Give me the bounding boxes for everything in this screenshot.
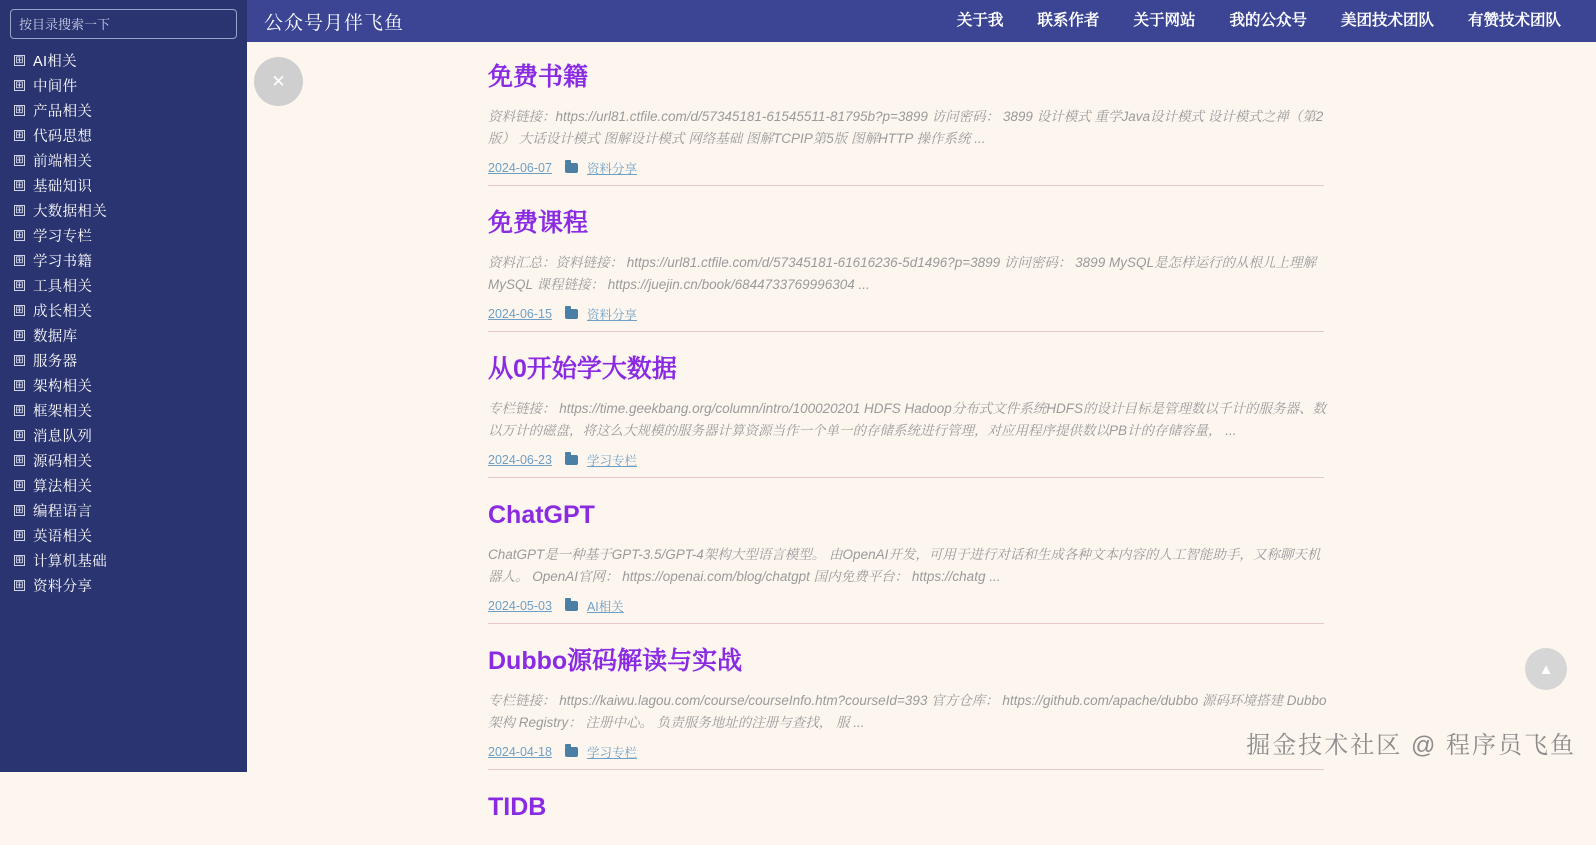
folder-icon [565,747,578,757]
sidebar-item-9[interactable] [14,273,247,298]
post-item [488,646,1328,770]
sidebar-item-17[interactable] [14,473,247,498]
back-to-top-icon[interactable]: ▲ [1525,648,1567,690]
nav-link-4[interactable]: 美团技术团队 [1340,12,1434,29]
sidebar-item-label: 框架相关 [33,404,93,420]
nav-menu [940,0,1596,42]
main-content [247,42,1596,821]
expand-icon[interactable]: ⊞ [15,205,24,216]
sidebar-item-5[interactable] [14,173,247,198]
post-summary: 资料汇总：资料链接： https://url81.ctfile.com/d/57345181-61616236-5d1496?p=3899 访问密码： 3899 MySQL是怎样运行的从根儿上理解MySQL 课程链接： https://juejin.cn/book/6844733769996304 ... [488,255,1316,293]
expand-icon[interactable]: ⊞ [15,130,24,141]
sidebar-item-label: 学习专栏 [33,229,93,245]
post-title-link[interactable]: 从0开始学大数据 [488,354,677,383]
post-date[interactable]: 2024-06-07 [488,160,552,175]
expand-icon[interactable]: ⊞ [15,305,24,316]
sidebar-item-label: 源码相关 [33,454,93,470]
sidebar-item-1[interactable] [14,73,247,98]
sidebar-item-label: 大数据相关 [33,204,107,220]
post-summary: 专栏链接： https://time.geekbang.org/column/intro/100020201 HDFS Hadoop分布式文件系统HDFS的设计目标是管理数以千计的服务器、数以万计的磁盘，将这么大规模的服务器计算资源当作一个单一的存储系统进行管理，对应用程序提供数以PB计的存储容量， ... [488,401,1326,439]
post-meta [488,159,1324,186]
post-item [488,500,1328,624]
expand-icon[interactable]: ⊞ [15,55,24,66]
post-meta [488,305,1324,332]
post-summary: 专栏链接： https://kaiwu.lagou.com/course/courseInfo.htm?courseId=393 官方仓库： https://github.com/apache/dubbo 源码环境搭建 Dubbo架构 Registry： 注册中心。 负责服务地址的注册与查找， 服 ... [488,693,1327,730]
sidebar-item-label: 架构相关 [33,379,93,395]
sidebar-item-0[interactable] [14,48,247,73]
sidebar-item-label: 工具相关 [33,279,93,295]
sidebar-item-label: 服务器 [33,354,78,370]
nav-link-3[interactable]: 我的公众号 [1229,12,1307,29]
sidebar-item-14[interactable] [14,398,247,423]
expand-icon[interactable]: ⊞ [15,480,24,491]
folder-icon [565,455,578,465]
expand-icon[interactable]: ⊞ [15,230,24,241]
sidebar-item-label: 英语相关 [33,529,93,545]
sidebar-item-12[interactable] [14,348,247,373]
expand-icon[interactable]: ⊞ [15,280,24,291]
post-category-link[interactable]: 学习专栏 [586,745,637,760]
sidebar-item-label: 学习书籍 [33,254,93,270]
sidebar-item-label: 消息队列 [33,429,93,445]
sidebar-item-21[interactable] [14,573,247,598]
nav-link-5[interactable]: 有赞技术团队 [1467,12,1561,29]
post-item [488,792,1328,823]
watermark: 掘金技术社区 @ 程序员飞鱼 [1246,732,1576,759]
sidebar-item-2[interactable] [14,98,247,123]
category-tree [0,48,247,598]
post-list [488,62,1328,845]
sidebar-item-label: 编程语言 [33,504,93,520]
close-icon[interactable]: ✕ [254,57,303,106]
expand-icon[interactable]: ⊞ [15,405,24,416]
post-date[interactable]: 2024-06-15 [488,306,552,321]
sidebar-item-11[interactable] [14,323,247,348]
post-category-link[interactable]: 资料分享 [586,307,637,322]
expand-icon[interactable]: ⊞ [15,255,24,266]
sidebar-item-label: 数据库 [33,329,78,345]
expand-icon[interactable]: ⊞ [15,430,24,441]
sidebar-item-label: AI相关 [33,54,77,70]
post-summary: ChatGPT是一种基于GPT-3.5/GPT-4架构大型语言模型。 由OpenAI开发，可用于进行对话和生成各种文本内容的人工智能助手，又称聊天机器人。 OpenAI官网： https://openai.com/blog/chatgpt 国内免费平台： https://chatg ... [488,547,1321,585]
site-title: 公众号月伴飞鱼 [264,12,405,34]
sidebar [0,0,247,772]
expand-icon[interactable]: ⊞ [15,530,24,541]
expand-icon[interactable]: ⊞ [15,355,24,366]
sidebar-item-4[interactable] [14,148,247,173]
sidebar-item-8[interactable] [14,248,247,273]
sidebar-item-7[interactable] [14,223,247,248]
post-title-link[interactable]: 免费书籍 [488,63,589,91]
expand-icon[interactable]: ⊞ [15,80,24,91]
sidebar-item-3[interactable] [14,123,247,148]
post-category-link[interactable]: AI相关 [586,599,624,614]
search-input[interactable] [10,9,237,39]
post-title-link[interactable]: TIDB [488,792,547,821]
sidebar-search-wrap [0,0,247,48]
post-date[interactable]: 2024-05-03 [488,598,552,613]
sidebar-item-label: 中间件 [33,79,78,95]
sidebar-item-label: 计算机基础 [33,554,107,570]
post-category-link[interactable]: 学习专栏 [586,453,637,468]
top-navigation-bar [247,0,1596,42]
expand-icon[interactable]: ⊞ [15,580,24,591]
sidebar-item-20[interactable] [14,548,247,573]
sidebar-item-16[interactable] [14,448,247,473]
post-date[interactable]: 2024-06-23 [488,452,552,467]
expand-icon[interactable]: ⊞ [15,555,24,566]
sidebar-item-6[interactable] [14,198,247,223]
nav-link-1[interactable]: 联系作者 [1037,12,1100,29]
folder-icon [565,309,578,319]
sidebar-item-10[interactable] [14,298,247,323]
sidebar-item-label: 产品相关 [33,104,93,120]
expand-icon[interactable]: ⊞ [15,105,24,116]
sidebar-item-label: 算法相关 [33,479,93,495]
post-category-link[interactable]: 资料分享 [586,161,637,176]
expand-icon[interactable]: ⊞ [15,380,24,391]
expand-icon[interactable]: ⊞ [15,155,24,166]
post-meta [488,743,1324,770]
expand-icon[interactable]: ⊞ [15,180,24,191]
post-title-link[interactable]: Dubbo源码解读与实战 [488,646,743,675]
expand-icon[interactable]: ⊞ [15,505,24,516]
sidebar-item-label: 前端相关 [33,154,93,170]
post-item [488,62,1328,186]
post-date[interactable]: 2024-04-18 [488,744,552,759]
post-title-link[interactable]: 免费课程 [488,208,589,237]
nav-link-0[interactable]: 关于我 [956,12,1004,29]
folder-icon [565,163,578,173]
expand-icon[interactable]: ⊞ [15,330,24,341]
nav-link-2[interactable]: 关于网站 [1133,12,1196,29]
sidebar-item-label: 代码思想 [33,129,93,145]
post-item [488,354,1328,478]
post-meta [488,451,1324,478]
sidebar-item-label: 成长相关 [33,304,93,320]
sidebar-item-19[interactable] [14,523,247,548]
sidebar-item-label: 基础知识 [33,179,93,195]
post-summary: 资料链接：https://url81.ctfile.com/d/57345181-61545511-81795b?p=3899 访问密码： 3899 设计模式 重学Java设计模式 设计模式之禅（第2版） 大话设计模式 图解设计模式 网络基础 图解TCPIP第5版 图解HTTP 操作系统 ... [488,109,1324,147]
folder-icon [565,601,578,611]
post-title-link[interactable]: ChatGPT [488,500,595,529]
post-meta [488,597,1324,624]
expand-icon[interactable]: ⊞ [15,455,24,466]
post-item [488,208,1328,332]
sidebar-item-13[interactable] [14,373,247,398]
sidebar-item-18[interactable] [14,498,247,523]
sidebar-item-label: 资料分享 [33,579,93,595]
sidebar-item-15[interactable] [14,423,247,448]
